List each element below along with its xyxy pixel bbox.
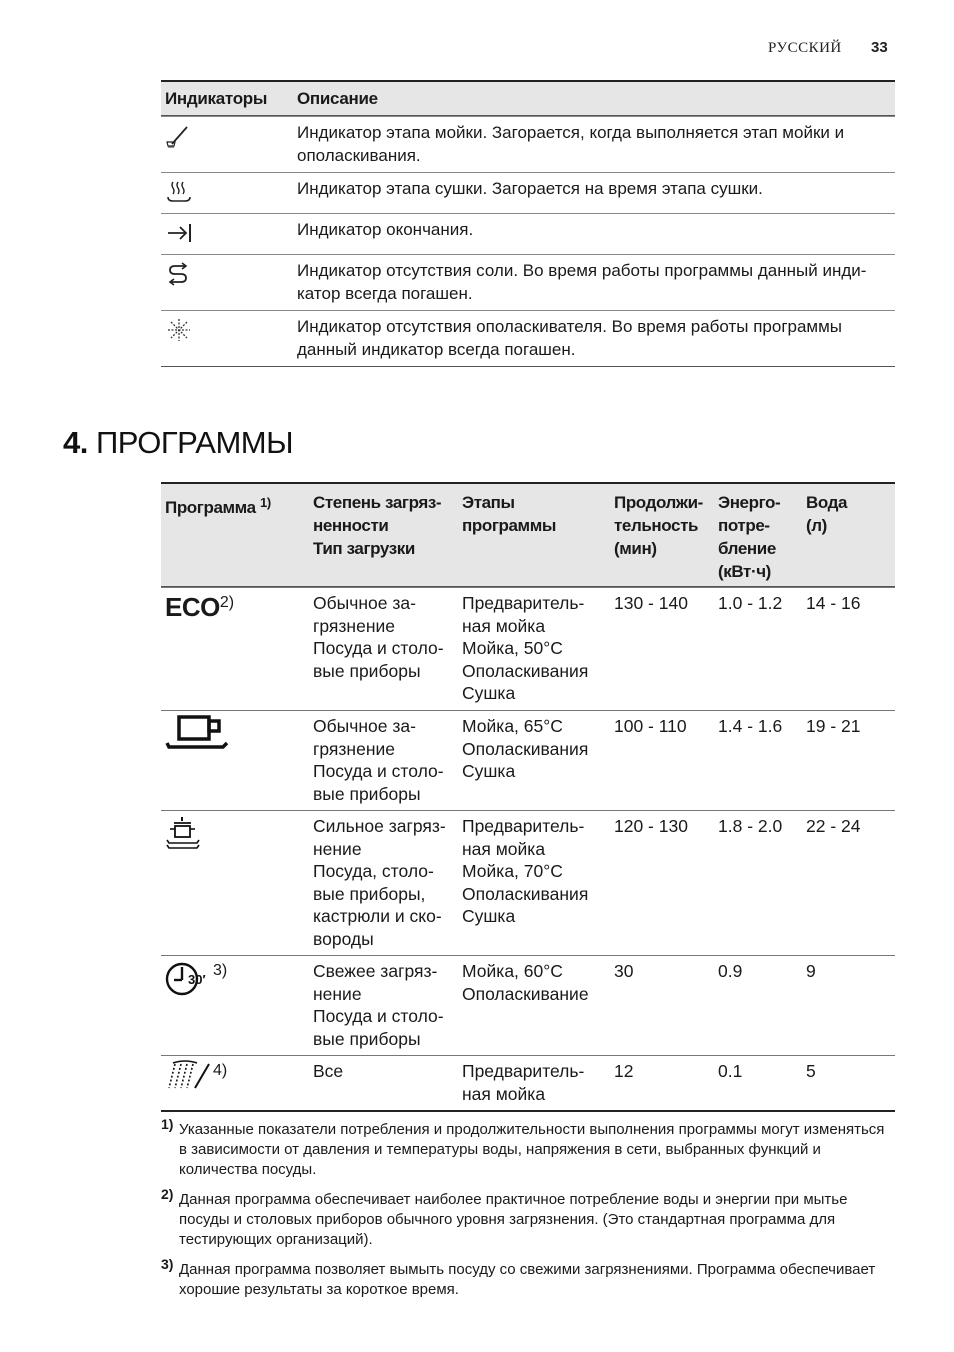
program-row: [161, 710, 895, 810]
cup-icon: [165, 715, 229, 751]
program-row: [161, 587, 895, 710]
drying-phase-icon: [165, 178, 193, 206]
programs-table-header: [161, 484, 895, 587]
soil-header-col: Степень загряз- ненности Тип загрузки: [313, 493, 442, 558]
program-cell: [161, 715, 313, 810]
indicators-table-header: [161, 82, 895, 116]
footnote-text: Указанные показатели потребления и продолжительности выполнения программы могут изменяться в зависимости от давления и температуры воды, напряжения в сети, выбранных функций и количества посуды.: [179, 1121, 885, 1178]
soil-cell: Сильное загряз- нение Посуда, столо- вые приборы, кастрюли и ско- вороды: [313, 816, 446, 949]
programs-table: [161, 482, 895, 1112]
soil-cell: Обычное за- грязнение Посуда и столо- вые приборы: [313, 593, 444, 681]
energy-cell: 0.9: [718, 961, 743, 981]
program-header-ref: 1): [260, 495, 271, 510]
program-row: [161, 1055, 895, 1110]
indicator-row: [161, 254, 895, 310]
clock-30-icon-text: 30′: [188, 972, 206, 987]
water-header-col: Вода (л): [806, 493, 848, 535]
indicators-table: [161, 80, 895, 367]
soil-cell: Обычное за- грязнение Посуда и столо- вые приборы: [313, 716, 444, 804]
program-row: [161, 810, 895, 955]
rinse-aid-icon: [165, 316, 193, 344]
footnote-text: Данная программа позволяет вымыть посуду со свежими загрязнениями. Программа обеспечивает хорошие результаты за короткое время.: [179, 1261, 876, 1298]
soil-cell: Все: [313, 1061, 344, 1081]
water-cell: 19 - 21: [806, 716, 861, 736]
salt-icon: [165, 260, 193, 288]
section-number: 4.: [63, 425, 88, 460]
water-cell: 14 - 16: [806, 593, 861, 613]
indicator-description: Индикатор этапа мойки. Загорается, когда выполняется этап мойки и ополаскивания.: [297, 123, 845, 165]
energy-header-col: Энерго- потре- бление (кВт·ч): [718, 493, 781, 581]
section-name: ПРОГРАММЫ: [95, 425, 294, 460]
phases-cell: Мойка, 65°C Ополаскивания Сушка: [462, 716, 589, 782]
indicator-row: [161, 310, 895, 366]
program-ref: 3): [213, 962, 228, 979]
program-cell: [161, 815, 313, 955]
program-header-col: [161, 491, 313, 586]
prewash-icon: [165, 1060, 211, 1092]
description-header-col: Описание: [297, 88, 378, 108]
soil-cell: Свежее загряз- нение Посуда и столо- вые приборы: [313, 961, 444, 1049]
water-cell: 22 - 24: [806, 816, 861, 836]
indicator-row: [161, 116, 895, 172]
indicators-header-col: Индикаторы: [165, 88, 268, 108]
phases-cell: Мойка, 60°C Ополаскивание: [462, 961, 589, 1004]
footnote-mark: 2): [161, 1186, 174, 1202]
end-icon: [165, 219, 193, 247]
program-cell: [161, 1060, 313, 1110]
pot-icon: [165, 815, 205, 853]
footnote-mark: 3): [161, 1256, 174, 1272]
footnote: [161, 1116, 895, 1180]
duration-header-col: Продолжи- тельность (мин): [614, 493, 703, 558]
phases-cell: Предваритель- ная мойка: [462, 1061, 585, 1104]
footnote-text: Данная программа обеспечивает наиболее практичное потребление воды и энергии при мытье посуды и столовых приборов обычного уровня загрязнения. (Это стандартная программа для тестирующих организаций).: [179, 1191, 848, 1248]
footnote: [161, 1256, 895, 1300]
indicator-row: [161, 213, 895, 254]
header-language: РУССКИЙ: [768, 40, 842, 56]
duration-cell: 130 - 140: [614, 593, 688, 613]
phases-cell: Предваритель- ная мойка Мойка, 50°C Ополаскивания Сушка: [462, 593, 589, 704]
water-cell: 9: [806, 961, 816, 981]
program-ref: 4): [213, 1062, 228, 1079]
footnote: [161, 1186, 895, 1250]
indicator-description: Индикатор отсутствия соли. Во время работы программы данный инди-катор всегда погашен.: [297, 261, 867, 303]
duration-cell: 30: [614, 961, 634, 981]
program-cell: [161, 960, 313, 1055]
indicator-description: Индикатор окончания.: [297, 220, 474, 239]
duration-cell: 120 - 130: [614, 816, 688, 836]
program-row: [161, 955, 895, 1055]
program-header-label: Программа: [165, 498, 256, 517]
duration-cell: 12: [614, 1061, 634, 1081]
phases-header-col: Этапы программы: [462, 493, 557, 535]
program-ref: 2): [219, 594, 235, 611]
indicator-row: [161, 172, 895, 213]
page-number: 33: [871, 39, 888, 56]
phases-cell: Предваритель- ная мойка Мойка, 70°C Ополаскивания Сушка: [462, 816, 589, 927]
indicator-description: Индикатор этапа сушки. Загорается на время этапа сушки.: [297, 179, 763, 198]
wash-phase-icon: [165, 122, 193, 150]
program-cell: [161, 592, 313, 710]
energy-cell: 1.4 - 1.6: [718, 716, 783, 736]
indicator-description: Индикатор отсутствия ополаскивателя. Во время работы программы данный индикатор всегда погашен.: [297, 317, 843, 359]
eco-label: ECO: [165, 592, 220, 622]
clock-30-icon: [165, 960, 211, 996]
section-title: [63, 425, 293, 461]
footnote-mark: 1): [161, 1116, 174, 1132]
footnotes: [161, 1116, 895, 1306]
water-cell: 5: [806, 1061, 816, 1081]
energy-cell: 1.0 - 1.2: [718, 593, 783, 613]
duration-cell: 100 - 110: [614, 716, 687, 736]
energy-cell: 0.1: [718, 1061, 743, 1081]
energy-cell: 1.8 - 2.0: [718, 816, 783, 836]
